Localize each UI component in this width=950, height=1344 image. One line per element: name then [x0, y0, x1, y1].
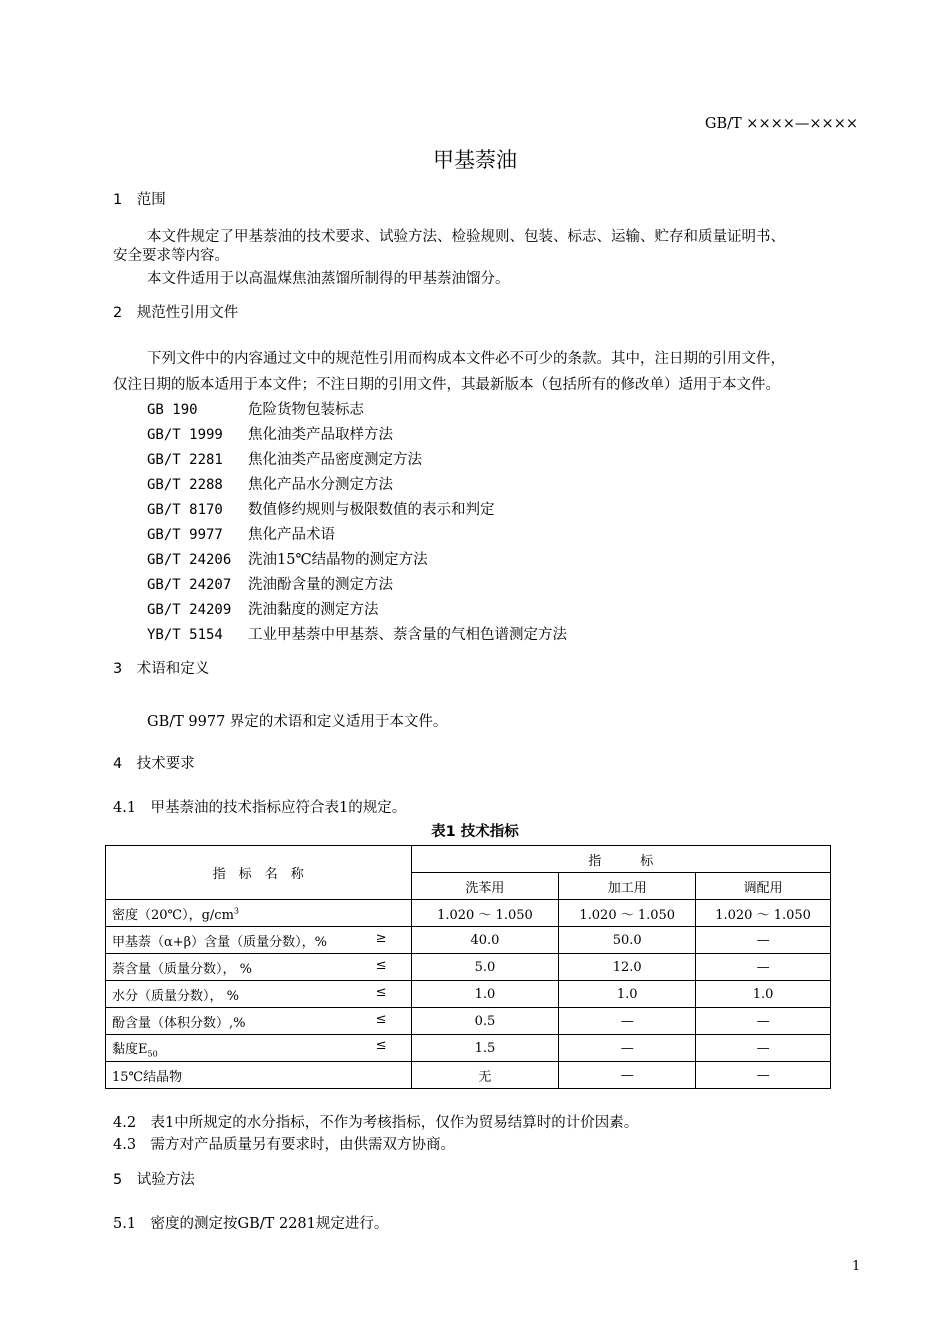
clause-5-1: 5.1 密度的测定按GB/T 2281规定进行。: [113, 1216, 389, 1232]
value-cell: —: [696, 927, 831, 954]
comparison-operator: ≤: [375, 1011, 387, 1027]
clause-4-3: 4.3 需方对产品质量另有要求时，由供需双方协商。: [113, 1137, 456, 1153]
comparison-operator: ≥: [375, 930, 387, 946]
paragraph: 本文件规定了甲基萘油的技术要求、试验方法、检验规则、包装、标志、运输、贮存和质量证明书、: [147, 229, 785, 245]
value-cell: 1.020 ～ 1.050: [559, 900, 696, 927]
section-3-heading: 3 术语和定义: [113, 661, 210, 677]
standard-code: GB/T ××××—××××: [704, 116, 858, 132]
section-2-heading: 2 规范性引用文件: [113, 305, 239, 321]
value-cell: 1.0: [411, 981, 559, 1008]
reference-code: YB/T 5154: [147, 627, 223, 643]
table-row: [106, 954, 831, 981]
table-row: [106, 927, 831, 954]
paragraph: 本文件适用于以高温煤焦油蒸馏所制得的甲基萘油馏分。: [147, 271, 510, 287]
value-cell: —: [559, 1008, 696, 1035]
name-header: 指 标 名 称: [106, 846, 412, 900]
reference-code: GB/T 8170: [147, 502, 223, 518]
col-header: 洗苯用: [411, 873, 559, 900]
value-cell: 40.0: [411, 927, 559, 954]
row-name: 萘含量（质量分数）， %: [112, 961, 252, 977]
paragraph: 仅注日期的版本适用于本文件；不注日期的引用文件，其最新版本（包括所有的修改单）适用于本文件。: [113, 377, 780, 393]
comparison-operator: ≤: [375, 1037, 387, 1053]
section-5-heading: 5 试验方法: [113, 1172, 195, 1188]
reference-title: 焦化油类产品取样方法: [248, 427, 393, 443]
value-cell: 1.5: [411, 1035, 559, 1062]
value-cell: 12.0: [559, 954, 696, 981]
reference-code: GB/T 24207: [147, 577, 232, 593]
value-cell: 1.0: [696, 981, 831, 1008]
row-name: 酚含量（体积分数）,%: [112, 1015, 246, 1031]
reference-title: 工业甲基萘中甲基萘、萘含量的气相色谱测定方法: [248, 627, 567, 643]
row-name: 15℃结晶物: [112, 1069, 183, 1085]
value-cell: 1.020 ～ 1.050: [411, 900, 559, 927]
reference-code: GB/T 2281: [147, 452, 223, 468]
value-header: 指 标: [411, 846, 830, 873]
subscript: 50: [147, 1049, 158, 1059]
value-cell: —: [696, 1008, 831, 1035]
reference-code: GB/T 24206: [147, 552, 232, 568]
table-row: [106, 900, 831, 927]
reference-title: 洗油酚含量的测定方法: [248, 577, 393, 593]
section-1-heading: 1 范围: [113, 192, 166, 208]
row-name: 黏度E: [112, 1041, 148, 1057]
value-cell: 0.5: [411, 1008, 559, 1035]
value-cell: —: [696, 1062, 831, 1089]
reference-code: GB/T 1999: [147, 427, 223, 443]
paragraph: GB/T 9977 界定的术语和定义适用于本文件。: [147, 714, 448, 730]
section-4-heading: 4 技术要求: [113, 756, 195, 772]
paragraph: 下列文件中的内容通过文中的规范性引用而构成本文件必不可少的条款。其中，注日期的引用文件，: [147, 351, 785, 367]
table-caption: 表1 技术指标: [431, 824, 519, 840]
col-header: 加工用: [559, 873, 696, 900]
value-cell: —: [696, 954, 831, 981]
reference-code: GB/T 24209: [147, 602, 232, 618]
table-row: [106, 1008, 831, 1035]
value-cell: —: [559, 1035, 696, 1062]
value-cell: 1.020 ～ 1.050: [696, 900, 831, 927]
value-cell: 5.0: [411, 954, 559, 981]
reference-title: 洗油15℃结晶物的测定方法: [248, 552, 428, 568]
col-header: 调配用: [696, 873, 831, 900]
comparison-operator: ≤: [375, 957, 387, 973]
reference-title: 焦化产品水分测定方法: [248, 477, 393, 493]
reference-title: 危险货物包装标志: [248, 402, 364, 418]
technical-specs-table: [105, 845, 831, 1089]
table-row: [106, 1035, 831, 1062]
table-row: [106, 981, 831, 1008]
reference-title: 洗油黏度的测定方法: [248, 602, 379, 618]
value-cell: 1.0: [559, 981, 696, 1008]
row-name: 水分（质量分数）， %: [112, 988, 239, 1004]
reference-title: 焦化油类产品密度测定方法: [248, 452, 422, 468]
clause-4-2: 4.2 表1中所规定的水分指标，不作为考核指标，仅作为贸易结算时的计价因素。: [113, 1115, 639, 1131]
value-cell: —: [559, 1062, 696, 1089]
row-name: 密度（20℃），g/cm: [112, 907, 234, 923]
reference-code: GB/T 9977: [147, 527, 223, 543]
value-cell: —: [696, 1035, 831, 1062]
reference-title: 数值修约规则与极限数值的表示和判定: [248, 502, 495, 518]
table-row: [106, 1062, 831, 1089]
value-cell: 无: [411, 1062, 559, 1089]
page-title: 甲基萘油: [433, 148, 517, 172]
value-cell: 50.0: [559, 927, 696, 954]
comparison-operator: ≤: [375, 984, 387, 1000]
paragraph: 安全要求等内容。: [113, 248, 229, 264]
reference-code: GB 190: [147, 402, 198, 418]
clause-4-1: 4.1 甲基萘油的技术指标应符合表1的规定。: [113, 800, 407, 816]
reference-code: GB/T 2288: [147, 477, 223, 493]
row-name: 甲基萘（α+β）含量（质量分数），%: [112, 934, 328, 950]
reference-title: 焦化产品术语: [248, 527, 335, 543]
page-number: 1: [852, 1259, 861, 1274]
superscript: 3: [233, 906, 239, 916]
